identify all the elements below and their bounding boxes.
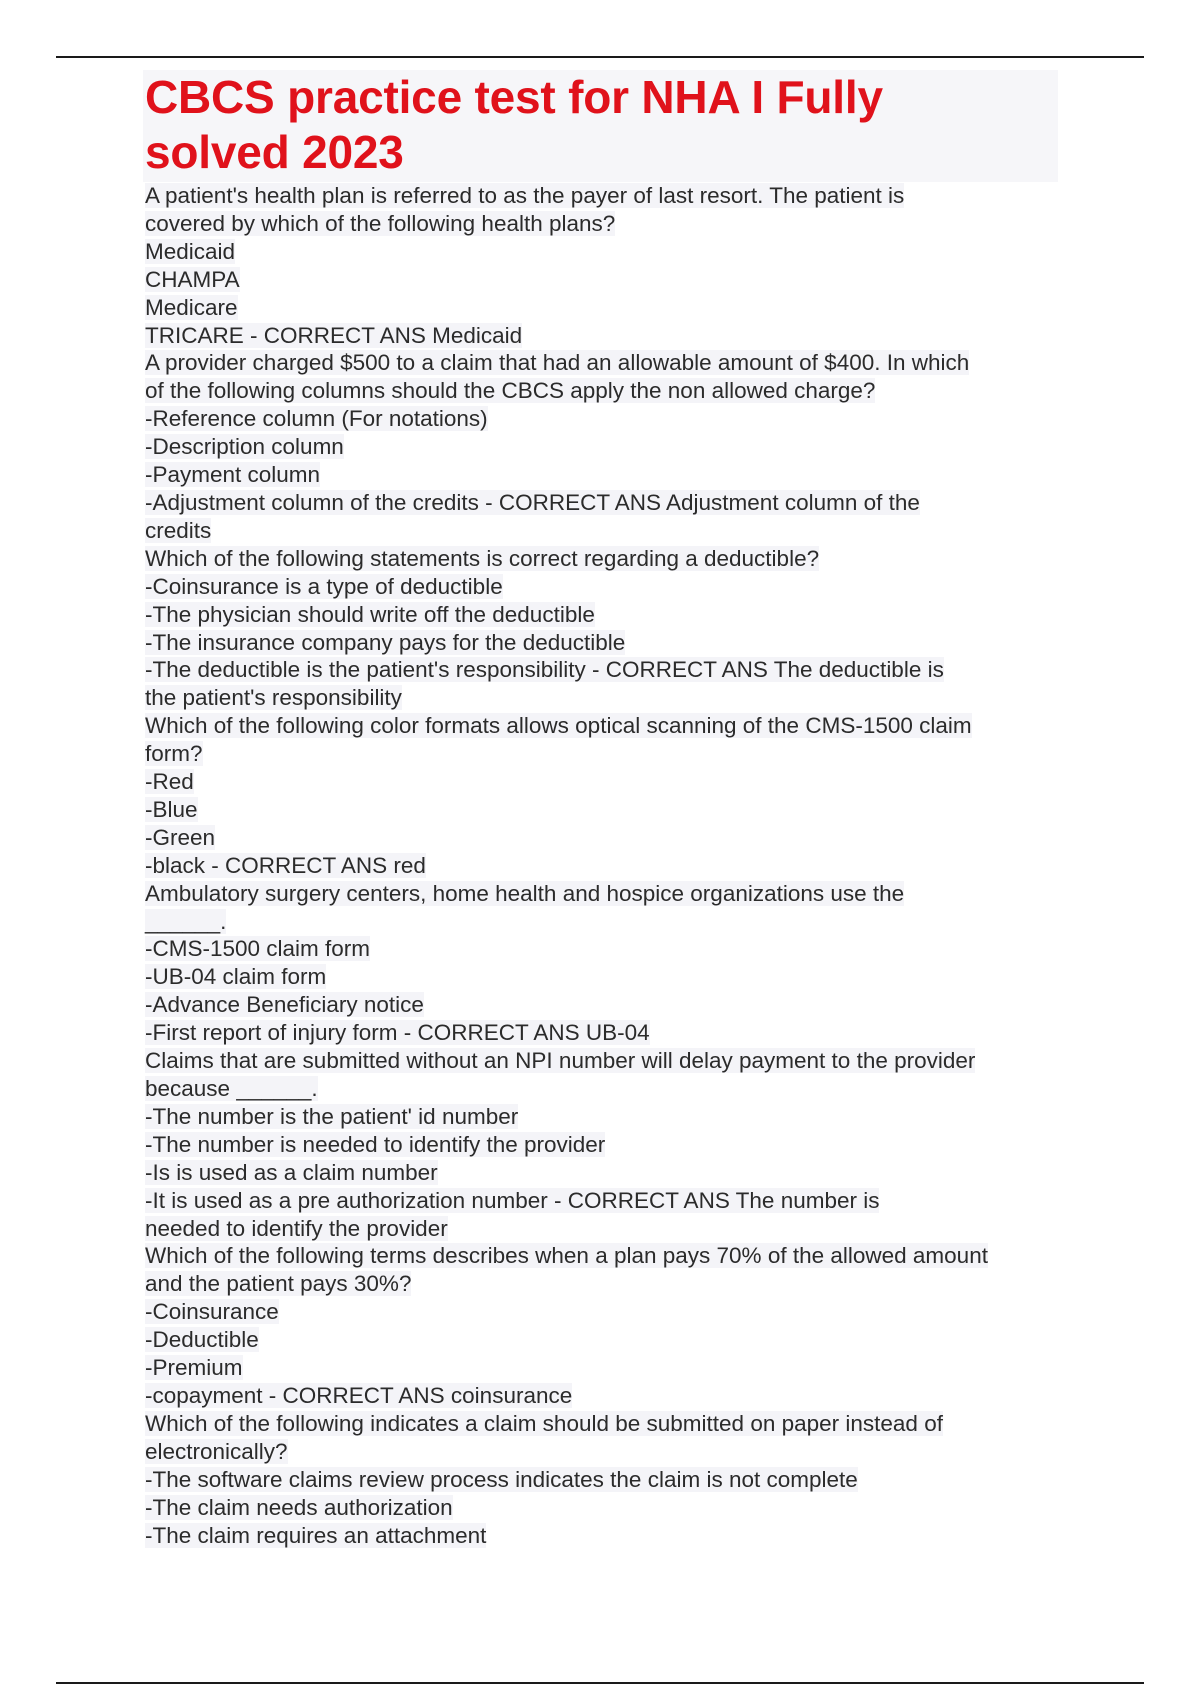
text-line: CHAMPA (145, 266, 240, 292)
text-line: -The claim requires an attachment (145, 1522, 487, 1548)
text-line: because ______. (145, 1076, 318, 1101)
text-line: -Green (145, 824, 216, 850)
text-line: -UB-04 claim form (145, 964, 327, 990)
text-line: -Coinsurance (145, 1299, 279, 1325)
text-line: -CMS-1500 claim form (145, 936, 371, 962)
text-line: -It is used as a pre authorization number - CORRECT ANS The number is (145, 1187, 880, 1213)
text-line: -The deductible is the patient's responsibility - CORRECT ANS The deductible is (145, 657, 944, 683)
text-line: Claims that are submitted without an NPI number will delay payment to the provider (145, 1048, 976, 1074)
text-line: -copayment - CORRECT ANS coinsurance (145, 1382, 573, 1408)
title-line-2: solved 2023 (145, 126, 404, 178)
text-line: -The insurance company pays for the deductible (145, 629, 626, 655)
text-line: form? (145, 741, 203, 767)
text-line: Medicare (145, 294, 238, 320)
text-line: -Blue (145, 796, 198, 822)
title-line-1: CBCS practice test for NHA I Fully (145, 71, 883, 123)
text-line: -The software claims review process indicates the claim is not complete (145, 1466, 858, 1492)
text-line: -The claim needs authorization (145, 1494, 453, 1520)
text-line: -Is is used as a claim number (145, 1159, 438, 1185)
text-line: -Adjustment column of the credits - CORRECT ANS Adjustment column of the (145, 489, 920, 515)
text-line: -The number is needed to identify the provider (145, 1131, 606, 1157)
text-line: -Advance Beneficiary notice (145, 992, 424, 1018)
text-line: Medicaid (145, 238, 236, 264)
text-line: -black - CORRECT ANS red (145, 852, 426, 878)
text-line: -Reference column (For notations) (145, 406, 488, 432)
text-line: A provider charged $500 to a claim that had an allowable amount of $400. In which (145, 350, 970, 376)
text-line: -Deductible (145, 1327, 259, 1353)
text-line: -Coinsurance is a type of deductible (145, 573, 503, 599)
title-block (143, 70, 1058, 182)
text-line: covered by which of the following health plans? (145, 210, 616, 236)
text-line: Which of the following terms describes when a plan pays 70% of the allowed amount (145, 1243, 988, 1269)
text-line: -The physician should write off the deductible (145, 601, 595, 627)
text-line: -The number is the patient' id number (145, 1103, 519, 1129)
text-line: and the patient pays 30%? (145, 1271, 412, 1297)
text-line: Which of the following color formats allows optical scanning of the CMS-1500 claim (145, 713, 972, 739)
text-line: Which of the following statements is correct regarding a deductible? (145, 545, 820, 571)
text-line: -Red (145, 769, 194, 795)
text-line: Which of the following indicates a claim should be submitted on paper instead of (145, 1410, 943, 1436)
text-line: ______. (145, 908, 227, 934)
text-line: -Payment column (145, 462, 321, 488)
text-line: -Description column (145, 434, 344, 460)
text-line: TRICARE - CORRECT ANS Medicaid (145, 322, 523, 348)
text-line: the patient's responsibility (145, 685, 402, 711)
bottom-divider (56, 1682, 1144, 1684)
text-line: credits (145, 517, 212, 543)
text-line: needed to identify the provider (145, 1215, 448, 1241)
text-line: electronically? (145, 1438, 288, 1464)
text-line: Ambulatory surgery centers, home health and hospice organizations use the (145, 880, 905, 906)
qa-body (145, 182, 1070, 1549)
text-line: -First report of injury form - CORRECT ANS UB-04 (145, 1020, 650, 1046)
text-line: A patient's health plan is referred to as the payer of last resort. The patient is (145, 183, 905, 208)
top-divider (56, 56, 1144, 58)
text-line: of the following columns should the CBCS apply the non allowed charge? (145, 378, 876, 404)
document-title (143, 70, 1058, 180)
text-line: -Premium (145, 1355, 243, 1381)
